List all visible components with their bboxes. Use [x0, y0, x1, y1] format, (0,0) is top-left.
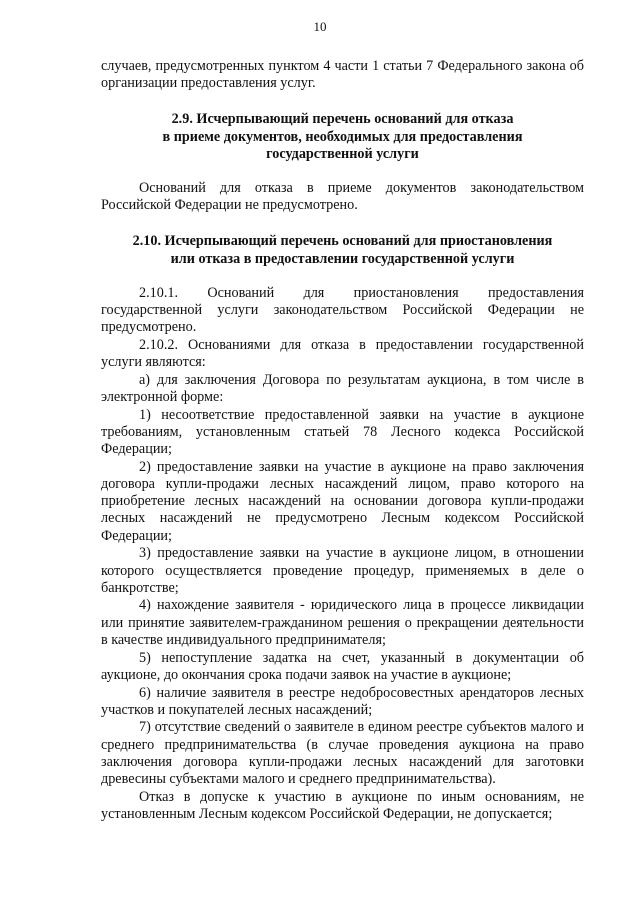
page-number: 10 — [313, 19, 327, 34]
paragraph-2-10-1: 2.10.1. Оснований для приостановления предоставления государственной услуги законодательством Российской Федерации не предусмотрено. — [101, 284, 584, 336]
list-item-6: 6) наличие заявителя в реестре недобросовестных арендаторов лесных участков и покупателей лесных насаждений; — [101, 684, 584, 718]
list-item-5: 5) непоступление задатка на счет, указанный в документации об аукционе, до окончания срока подачи заявок на участие в аукционе; — [101, 649, 584, 683]
heading-line: 2.10. Исчерпывающий перечень оснований для приостановления — [132, 233, 553, 250]
document-body — [101, 58, 584, 823]
list-item-7: 7) отсутствие сведений о заявителе в едином реестре субъектов малого и среднего предпринимательства (в случае проведения аукциона на право заключения договора купли-продажи лесных насаждений для заготовки древесины субъектами малого и среднего предпринимательства). — [101, 719, 584, 788]
heading-line: в приеме документов, необходимых для предоставления — [162, 128, 523, 145]
section-2-9-heading — [101, 111, 584, 163]
closing-paragraph: Отказ в допуске к участию в аукционе по иным основаниям, не установленным Лесным кодексом Российской Федерации, не допускается; — [101, 788, 584, 822]
paragraph-2-10-2: 2.10.2. Основаниями для отказа в предоставлении государственной услуги являются: — [101, 336, 584, 371]
list-item-4: 4) нахождение заявителя - юридического лица в процессе ликвидации или принятие заявителем-гражданином решения о прекращении деятельности в качестве индивидуального предпринимателя; — [101, 597, 584, 648]
list-item-a: а) для заключения Договора по результатам аукциона, в том числе в электронной форме: — [101, 371, 584, 406]
heading-line: государственной услуги — [266, 145, 419, 162]
section-2-9-body: Оснований для отказа в приеме документов законодательством Российской Федерации не предусмотрено. — [101, 180, 584, 214]
list-item-2: 2) предоставление заявки на участие в аукционе на право заключения договора купли-продажи лесных насаждений лицом, право которого на приобретение лесных насаждений на основании договора купли-продажи лесных насаждений не предусмотрено Лесным кодексом Российской Федерации; — [101, 458, 584, 544]
section-2-10-heading — [101, 233, 584, 267]
list-item-1: 1) несоответствие предоставленной заявки на участие в аукционе требованиям, установленным статьей 78 Лесного кодекса Российской Федерации; — [101, 406, 584, 458]
heading-line: или отказа в предоставлении государственной услуги — [170, 250, 515, 267]
heading-line: 2.9. Исчерпывающий перечень оснований для отказа — [171, 111, 514, 128]
list-item-3: 3) предоставление заявки на участие в аукционе лицом, в отношении которого осуществляется проведение процедур, применяемых в деле о банкротстве; — [101, 545, 584, 596]
intro-paragraph: случаев, предусмотренных пунктом 4 части 1 статьи 7 Федерального закона об организации предоставления услуг. — [101, 58, 584, 92]
